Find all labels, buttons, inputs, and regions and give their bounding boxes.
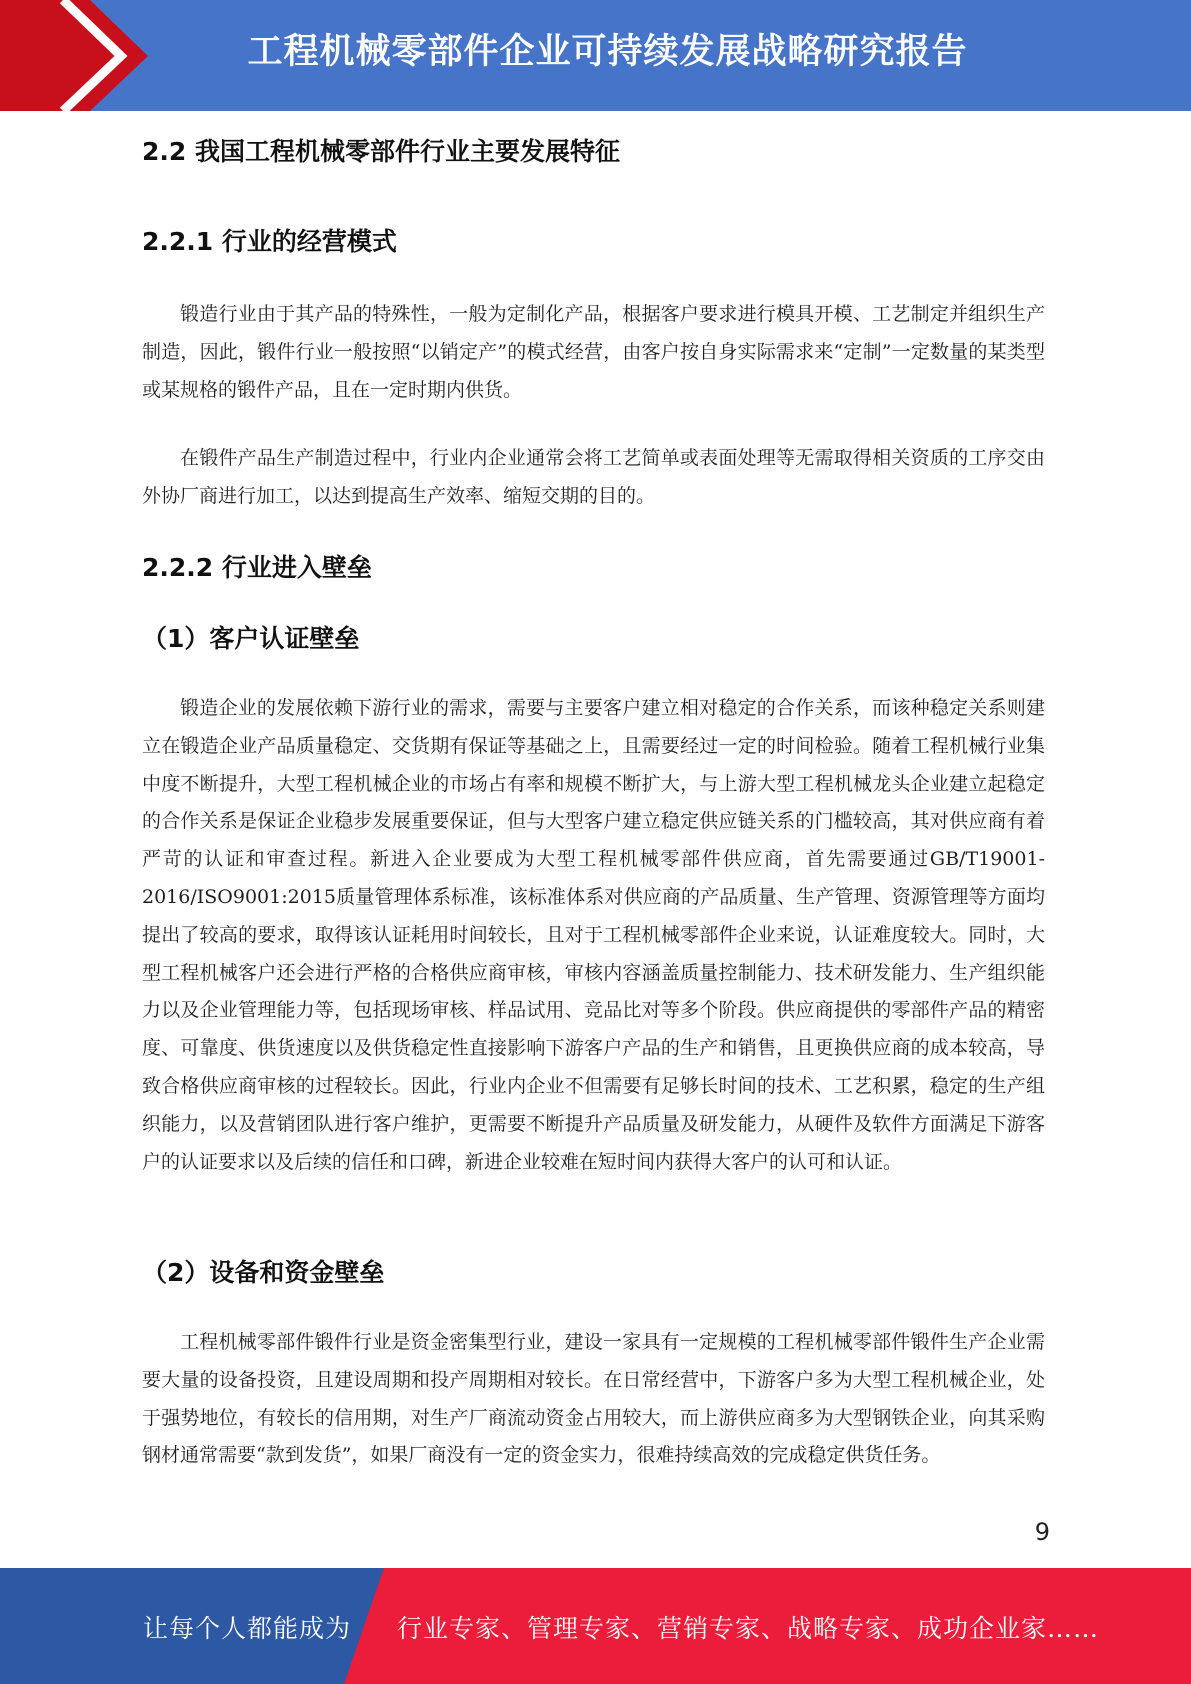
page-number: 9	[1034, 1518, 1050, 1546]
footer-slogan-left: 让每个人都能成为	[143, 1614, 352, 1643]
section-heading-2-2-1: 2.2.1 行业的经营模式	[142, 227, 397, 256]
paragraph-business-model-1: 锻造行业由于其产品的特殊性，一般为定制化产品，根据客户要求进行模具开模、工艺制定并组织生产制造，因此，锻件行业一般按照“以销定产”的模式经营，由客户按自身实际需求来“定制”一定数量的某类型或某规格的锻件产品，且在一定时期内供货。	[142, 303, 1045, 401]
report-footer	[0, 1568, 1191, 1684]
subsection-heading-equipment-capital: （2）设备和资金壁垒	[142, 1258, 385, 1287]
footer-slogan-right: 行业专家、管理专家、营销专家、战略专家、成功企业家……	[397, 1614, 1100, 1643]
paragraph-equipment-capital: 工程机械零部件锻件行业是资金密集型行业，建设一家具有一定规模的工程机械零部件锻件生产企业需要大量的设备投资，且建设周期和投产周期相对较长。在日常经营中，下游客户多为大型工程机械企业，处于强势地位，有较长的信用期，对生产厂商流动资金占用较大，而上游供应商多为大型钢铁企业，向其采购钢材通常需要“款到发货”，如果厂商没有一定的资金实力，很难持续高效的完成稳定供货任务。	[142, 1331, 1045, 1467]
paragraph-business-model-2: 在锻件产品生产制造过程中，行业内企业通常会将工艺简单或表面处理等无需取得相关资质的工序交由外协厂商进行加工，以达到提高生产效率、缩短交期的目的。	[142, 447, 1045, 507]
paragraph-customer-certification: 锻造企业的发展依赖下游行业的需求，需要与主要客户建立相对稳定的合作关系，而该种稳定关系则建立在锻造企业产品质量稳定、交货期有保证等基础之上，且需要经过一定的时间检验。随着工程机械行业集中度不断提升，大型工程机械企业的市场占有率和规模不断扩大，与上游大型工程机械龙头企业建立起稳定的合作关系是保证企业稳步发展重要保证，但与大型客户建立稳定供应链关系的门槛较高，其对供应商有着严苛的认证和审查过程。新进入企业要成为大型工程机械零部件供应商，首先需要通过GB/T19001-2016/ISO9001:2015质量管理体系标准，该标准体系对供应商的产品质量、生产管理、资源管理等方面均提出了较高的要求，取得该认证耗用时间较长，且对于工程机械零部件企业来说，认证难度较大。同时，大型工程机械客户还会进行严格的合格供应商审核，审核内容涵盖质量控制能力、技术研发能力、生产组织能力以及企业管理能力等，包括现场审核、样品试用、竞品比对等多个阶段。供应商提供的零部件产品的精密度、可靠度、供货速度以及供货稳定性直接影响下游客户产品的生产和销售，且更换供应商的成本较高，导致合格供应商审核的过程较长。因此，行业内企业不但需要有足够长时间的技术、工艺积累，稳定的生产组织能力，以及营销团队进行客户维护，更需要不断提升产品质量及研发能力，从硬件及软件方面满足下游客户的认证要求以及后续的信任和口碑，新进企业较难在短时间内获得大客户的认可和认证。	[142, 697, 1045, 1173]
section-heading-2-2-2: 2.2.2 行业进入壁垒	[142, 553, 372, 582]
subsection-heading-customer-certification: （1）客户认证壁垒	[142, 624, 360, 653]
section-heading-2-2: 2.2 我国工程机械零部件行业主要发展特征	[142, 137, 620, 166]
report-header	[0, 0, 1191, 111]
report-title: 工程机械零部件企业可持续发展战略研究报告	[247, 32, 968, 72]
